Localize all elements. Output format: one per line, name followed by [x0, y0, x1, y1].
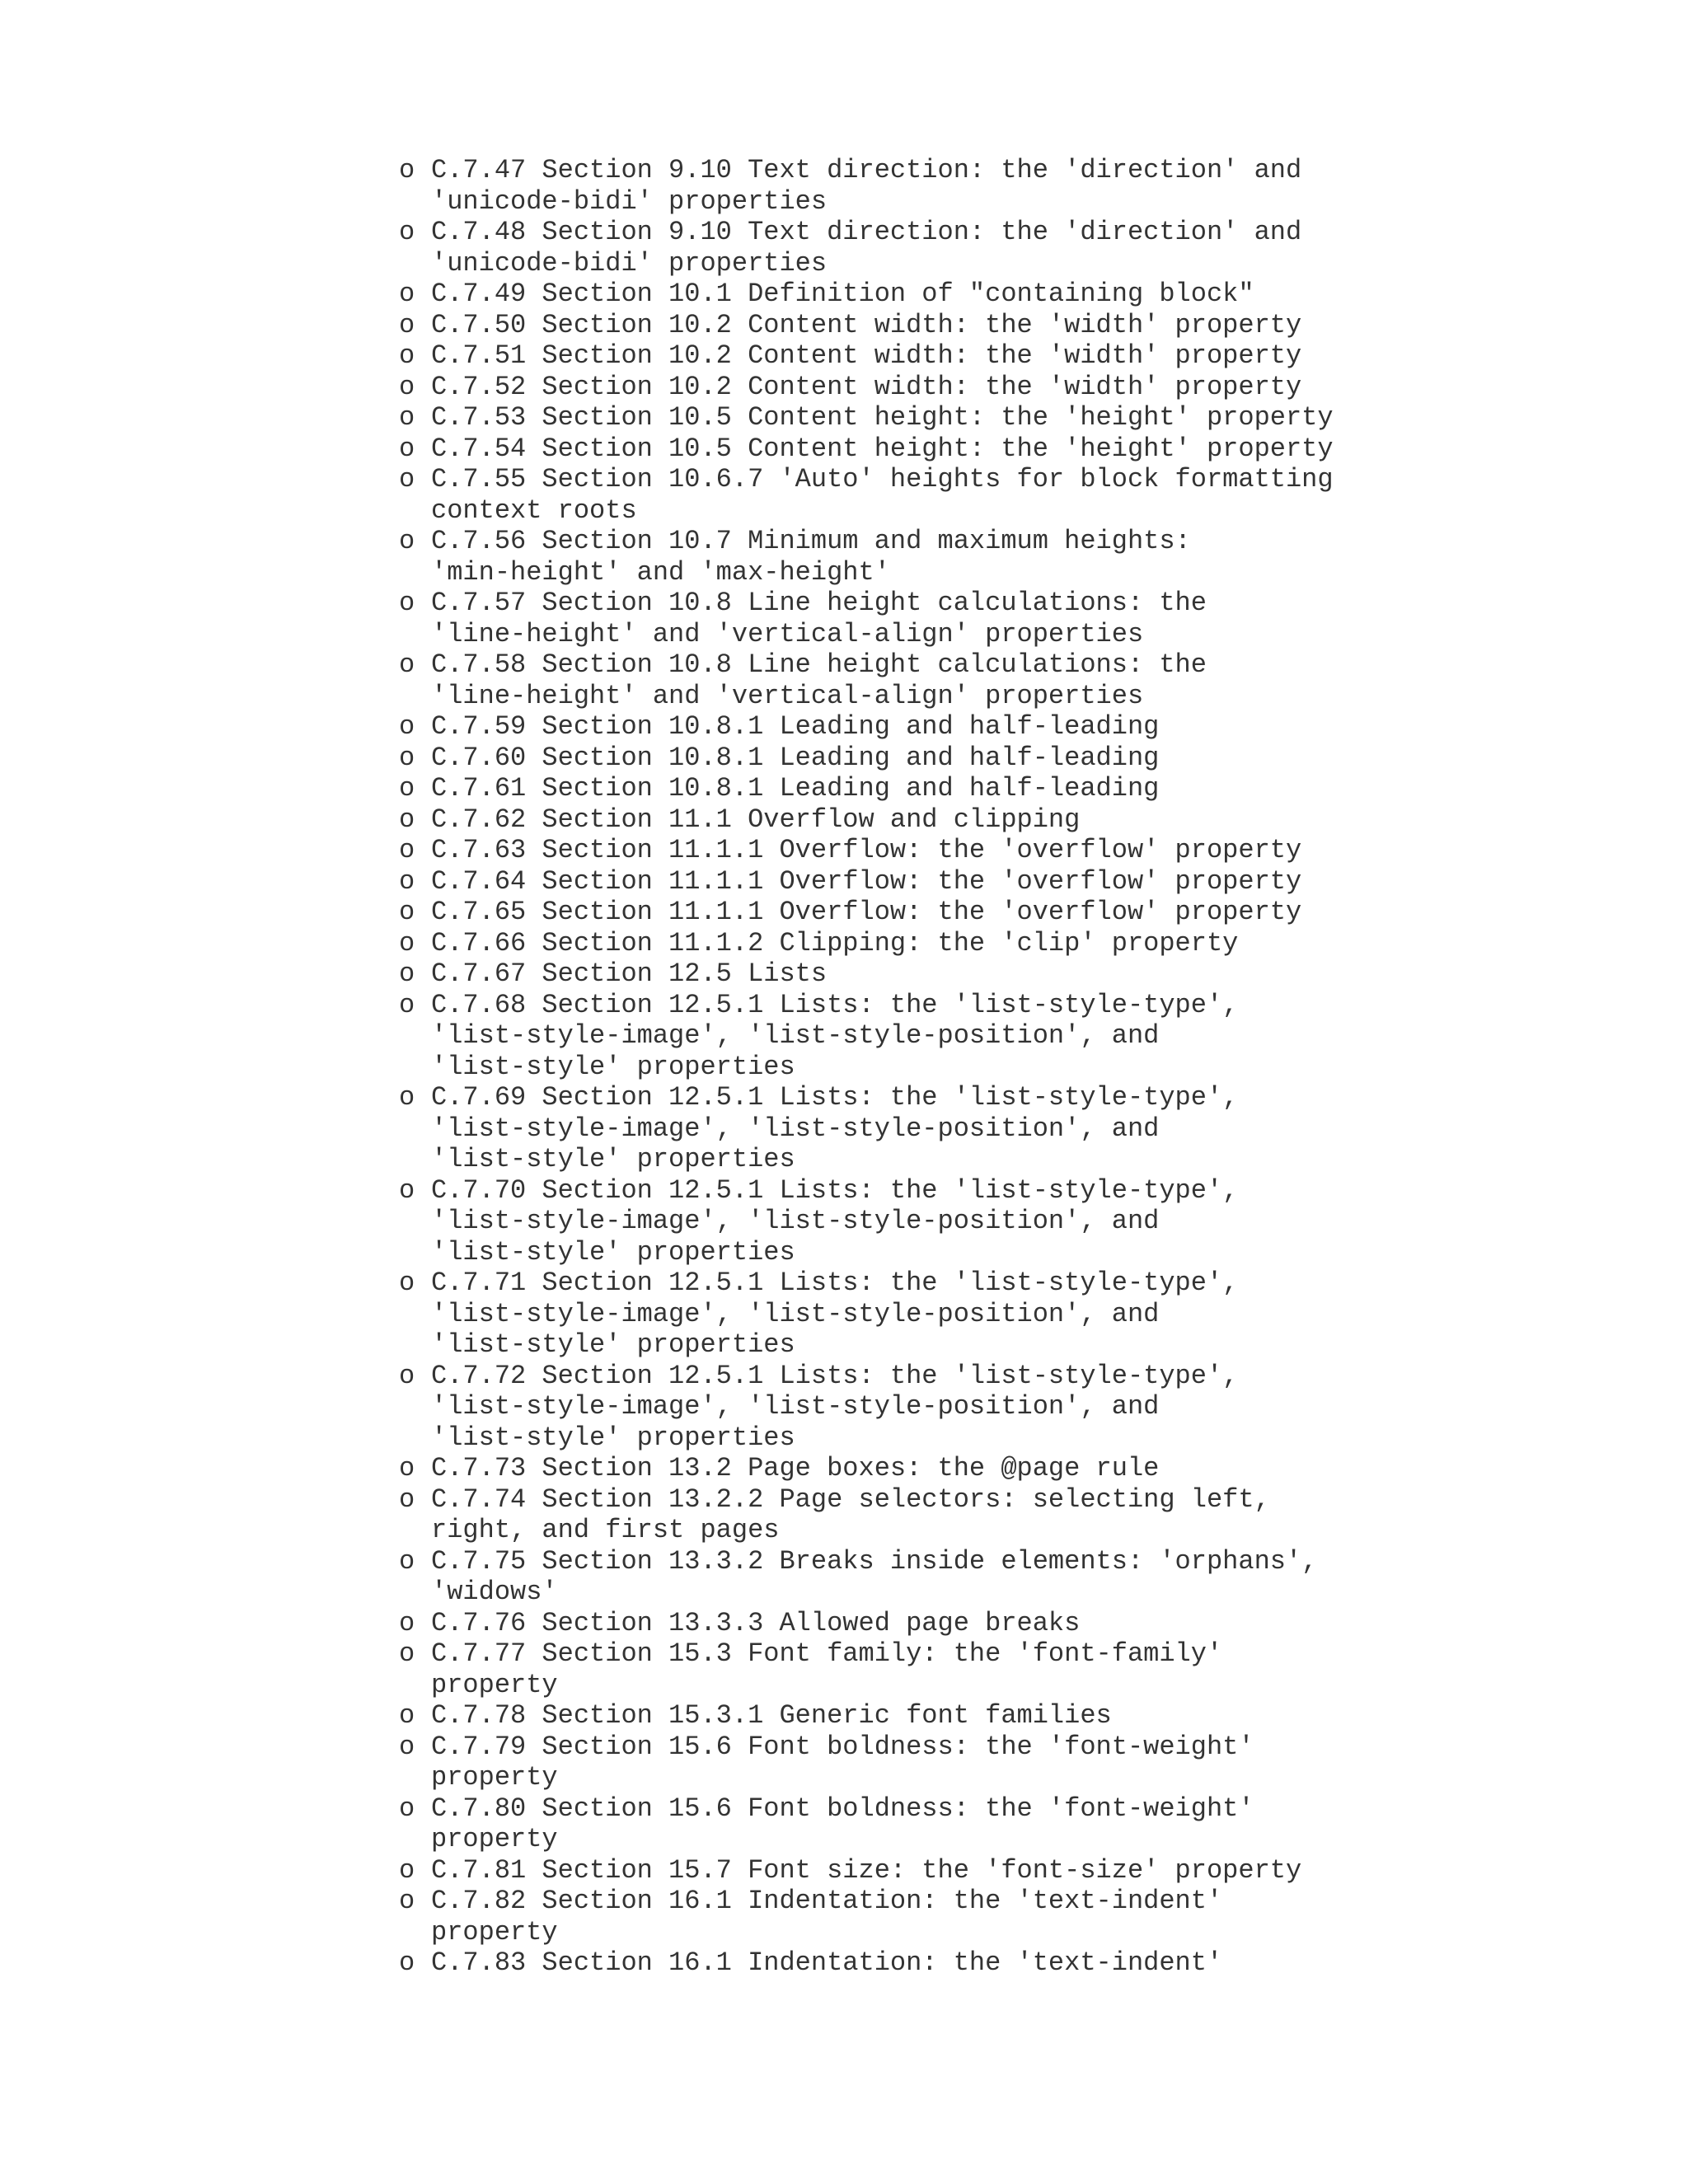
list-bullet: o	[399, 588, 415, 618]
toc-entry	[399, 217, 1685, 279]
toc-entry	[399, 310, 1685, 341]
toc-entry	[399, 1546, 1685, 1608]
toc-entry-text: C.7.71 Section 12.5.1 Lists: the 'list-style-type', 'list-style-image', 'list-style-position', and 'list-style' properties	[431, 1268, 1239, 1360]
list-bullet: o	[399, 217, 415, 247]
toc-entry	[399, 1484, 1685, 1546]
list-bullet: o	[399, 526, 415, 556]
toc-entry-text: C.7.56 Section 10.7 Minimum and maximum heights: 'min-height' and 'max-height'	[431, 526, 1191, 588]
toc-entry-text: C.7.77 Section 15.3 Font family: the 'font-family' property	[431, 1638, 1223, 1700]
list-bullet: o	[399, 649, 415, 680]
toc-entry	[399, 1700, 1685, 1732]
list-bullet: o	[399, 711, 415, 742]
toc-entry-text: C.7.58 Section 10.8 Line height calculations: the 'line-height' and 'vertical-align' properties	[431, 649, 1207, 711]
toc-entry	[399, 835, 1685, 866]
toc-entry	[399, 1082, 1685, 1175]
toc-entry	[399, 928, 1685, 959]
toc-entry	[399, 1268, 1685, 1361]
toc-entry-text: C.7.82 Section 16.1 Indentation: the 'text-indent' property	[431, 1886, 1223, 1947]
list-bullet: o	[399, 1174, 415, 1206]
list-bullet: o	[399, 1483, 415, 1515]
toc-entry	[399, 1175, 1685, 1268]
list-bullet: o	[399, 742, 415, 773]
toc-entry	[399, 1793, 1685, 1855]
toc-entry-text: C.7.79 Section 15.6 Font boldness: the 'font-weight' property	[431, 1731, 1254, 1793]
toc-entry-text: C.7.80 Section 15.6 Font boldness: the 'font-weight' property	[431, 1793, 1254, 1854]
list-bullet: o	[399, 989, 415, 1020]
toc-entry-text: C.7.64 Section 11.1.1 Overflow: the 'overflow' property	[431, 865, 1302, 897]
toc-entry	[399, 990, 1685, 1083]
toc-entry-text: C.7.47 Section 9.10 Text direction: the 'direction' and 'unicode-bidi' properties	[431, 155, 1302, 217]
toc-entry-text: C.7.68 Section 12.5.1 Lists: the 'list-style-type', 'list-style-image', 'list-style-position', and 'list-style' properties	[431, 989, 1239, 1082]
toc-entry-text: C.7.75 Section 13.3.2 Breaks inside elements: 'orphans', 'widows'	[431, 1545, 1318, 1607]
toc-entry	[399, 1453, 1685, 1484]
list-bullet: o	[399, 958, 415, 989]
list-bullet: o	[399, 1854, 415, 1886]
toc-entry-text: C.7.51 Section 10.2 Content width: the 'width' property	[431, 340, 1302, 371]
toc-entry-text: C.7.55 Section 10.6.7 'Auto' heights for block formatting context roots	[431, 464, 1334, 526]
toc-entry-text: C.7.52 Section 10.2 Content width: the 'width' property	[431, 371, 1302, 402]
toc-entry-text: C.7.66 Section 11.1.2 Clipping: the 'clip' property	[431, 927, 1239, 958]
toc-entry	[399, 1732, 1685, 1793]
list-bullet: o	[399, 927, 415, 958]
toc-entry	[399, 1886, 1685, 1947]
toc-entry-text: C.7.83 Section 16.1 Indentation: the 'text-indent'	[431, 1947, 1223, 1978]
toc-entry-text: C.7.61 Section 10.8.1 Leading and half-leading	[431, 773, 1160, 804]
list-bullet: o	[399, 1082, 415, 1113]
list-bullet: o	[399, 371, 415, 402]
list-bullet: o	[399, 309, 415, 340]
toc-entry-text: C.7.69 Section 12.5.1 Lists: the 'list-style-type', 'list-style-image', 'list-style-position', and 'list-style' properties	[431, 1082, 1239, 1174]
list-bullet: o	[399, 340, 415, 371]
list-bullet: o	[399, 804, 415, 835]
toc-entry-text: C.7.72 Section 12.5.1 Lists: the 'list-style-type', 'list-style-image', 'list-style-position', and 'list-style' properties	[431, 1360, 1239, 1453]
toc-entry-text: C.7.59 Section 10.8.1 Leading and half-leading	[431, 711, 1160, 742]
list-bullet: o	[399, 1731, 415, 1762]
list-bullet: o	[399, 1545, 415, 1577]
toc-entry	[399, 155, 1685, 217]
toc-entry	[399, 279, 1685, 310]
list-bullet: o	[399, 1453, 415, 1483]
toc-entry-text: C.7.60 Section 10.8.1 Leading and half-leading	[431, 742, 1160, 773]
toc-entry	[399, 649, 1685, 711]
toc-entry	[399, 804, 1685, 836]
toc-entry-text: C.7.76 Section 13.3.3 Allowed page breaks	[431, 1607, 1081, 1638]
toc-entry-text: C.7.65 Section 11.1.1 Overflow: the 'overflow' property	[431, 897, 1302, 927]
toc-entry-text: C.7.70 Section 12.5.1 Lists: the 'list-style-type', 'list-style-image', 'list-style-position', and 'list-style' properties	[431, 1174, 1239, 1268]
toc-entry-text: C.7.81 Section 15.7 Font size: the 'font-size' property	[431, 1854, 1302, 1886]
list-bullet: o	[399, 1268, 415, 1298]
toc-entry	[399, 1855, 1685, 1886]
toc-entry	[399, 372, 1685, 403]
toc-entry-text: C.7.62 Section 11.1 Overflow and clipping	[431, 804, 1081, 835]
list-bullet: o	[399, 1638, 415, 1669]
toc-entry-text: C.7.49 Section 10.1 Definition of "containing block"	[431, 279, 1254, 309]
list-bullet: o	[399, 897, 415, 927]
toc-entry	[399, 866, 1685, 898]
toc-entry-text: C.7.78 Section 15.3.1 Generic font families	[431, 1700, 1112, 1731]
toc-entry	[399, 464, 1685, 526]
toc-entry	[399, 958, 1685, 990]
toc-entry-text: C.7.63 Section 11.1.1 Overflow: the 'overflow' property	[431, 835, 1302, 865]
toc-entry	[399, 1638, 1685, 1700]
toc-entry	[399, 1608, 1685, 1639]
toc-entry	[399, 402, 1685, 434]
list-bullet: o	[399, 865, 415, 897]
list-bullet: o	[399, 402, 415, 433]
toc-list	[399, 155, 1685, 1979]
list-bullet: o	[399, 1700, 415, 1731]
list-bullet: o	[399, 433, 415, 464]
toc-entry-text: C.7.74 Section 13.2.2 Page selectors: selecting left, right, and first pages	[431, 1483, 1270, 1545]
toc-entry	[399, 773, 1685, 804]
toc-entry-text: C.7.53 Section 10.5 Content height: the 'height' property	[431, 402, 1334, 433]
list-bullet: o	[399, 1360, 415, 1391]
toc-entry	[399, 526, 1685, 588]
toc-entry	[399, 1361, 1685, 1454]
toc-entry-text: C.7.54 Section 10.5 Content height: the 'height' property	[431, 433, 1334, 464]
toc-entry	[399, 897, 1685, 928]
toc-entry-text: C.7.50 Section 10.2 Content width: the 'width' property	[431, 309, 1302, 340]
toc-entry	[399, 1947, 1685, 1979]
list-bullet: o	[399, 1886, 415, 1916]
toc-entry-text: C.7.57 Section 10.8 Line height calculations: the 'line-height' and 'vertical-align' properties	[431, 588, 1207, 649]
list-bullet: o	[399, 1947, 415, 1978]
list-bullet: o	[399, 279, 415, 309]
toc-entry	[399, 588, 1685, 649]
toc-entry-text: C.7.48 Section 9.10 Text direction: the 'direction' and 'unicode-bidi' properties	[431, 217, 1302, 279]
toc-entry	[399, 743, 1685, 774]
toc-entry	[399, 711, 1685, 743]
list-bullet: o	[399, 464, 415, 494]
toc-entry-text: C.7.67 Section 12.5 Lists	[431, 958, 828, 989]
list-bullet: o	[399, 773, 415, 804]
toc-entry-text: C.7.73 Section 13.2 Page boxes: the @page rule	[431, 1453, 1160, 1483]
list-bullet: o	[399, 1607, 415, 1638]
list-bullet: o	[399, 835, 415, 865]
toc-entry	[399, 340, 1685, 372]
list-bullet: o	[399, 155, 415, 185]
list-bullet: o	[399, 1793, 415, 1824]
toc-entry	[399, 434, 1685, 465]
